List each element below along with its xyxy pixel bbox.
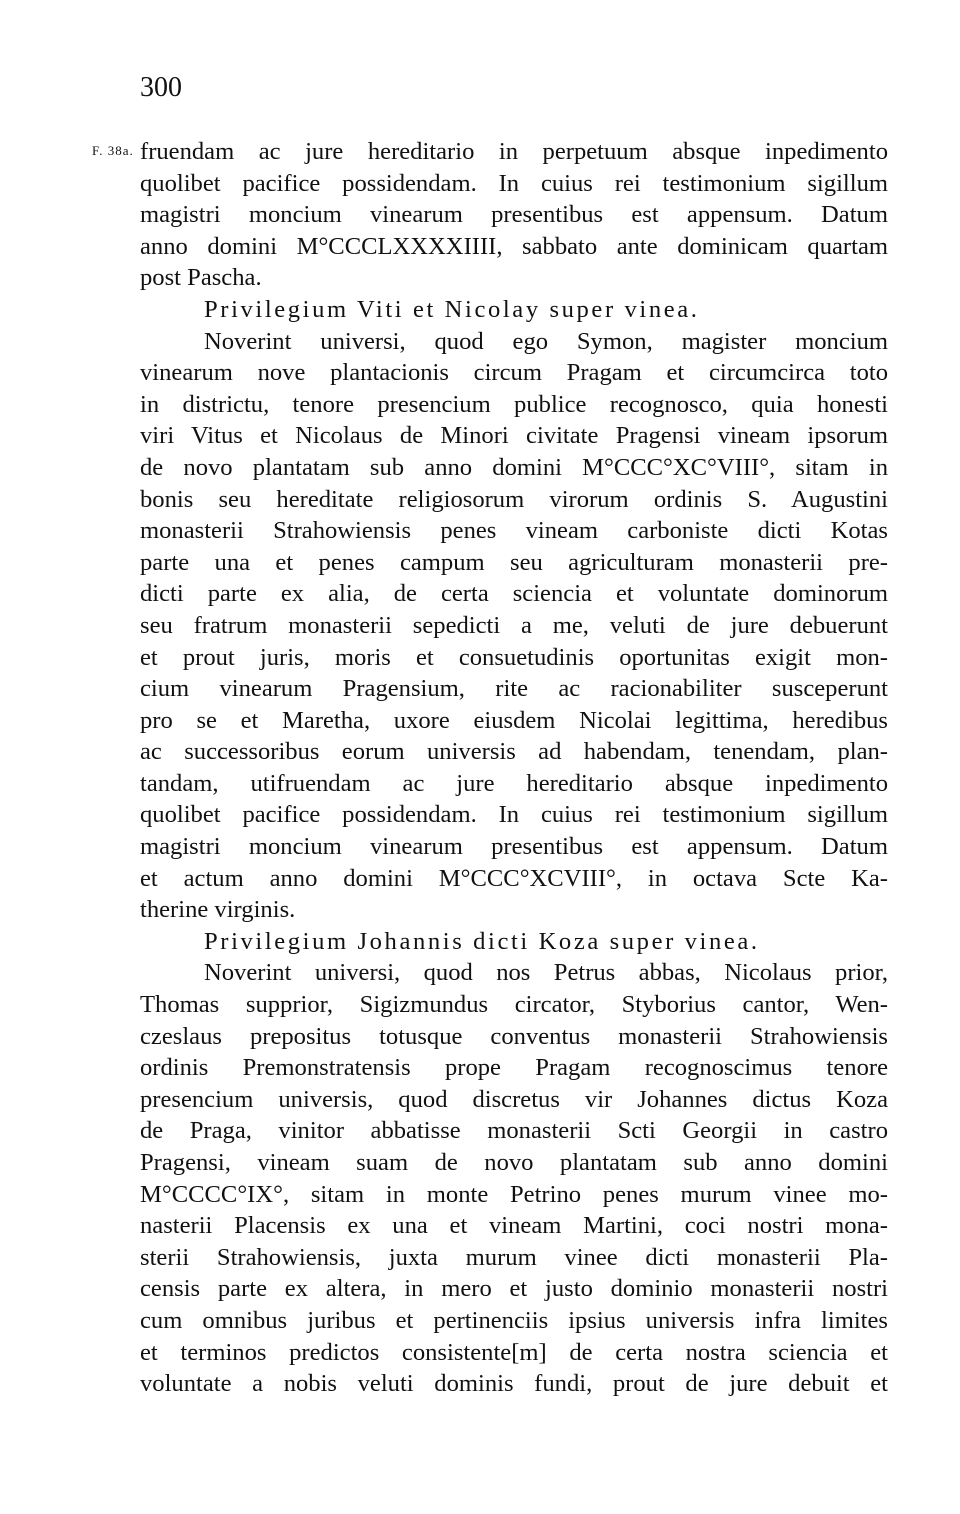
text-line: sterii Strahowiensis, juxta murum vinee dicti monasterii Pla- <box>140 1243 888 1271</box>
text-line: bonis seu hereditate religiosorum virorum ordinis S. Augustini <box>140 485 888 513</box>
text-line: presencium universis, quod discretus vir Johannes dictus Koza <box>140 1085 888 1113</box>
text-line: post Pascha. <box>140 264 262 292</box>
text-line: quolibet pacifice possidendam. In cuius rei testimonium sigillum <box>140 801 888 829</box>
text-line: pro se et Maretha, uxore eiusdem Nicolai legittima, heredibus <box>140 706 888 734</box>
text-line: therine virginis. <box>140 896 296 924</box>
text-line: et prout juris, moris et consuetudinis oportunitas exigit mon- <box>140 643 888 671</box>
text-line: de Praga, vinitor abbatisse monasterii Scti Georgii in castro <box>140 1117 888 1145</box>
document-body <box>140 136 888 1400</box>
text-line: cium vinearum Pragensium, rite ac racionabiliter susceperunt <box>140 675 888 703</box>
folio-margin-note: F. 38a. <box>92 143 134 158</box>
text-line: quolibet pacifice possidendam. In cuius rei testimonium sigillum <box>140 169 888 197</box>
text-line: dicti parte ex alia, de certa sciencia et voluntate dominorum <box>140 580 888 608</box>
text-line: censis parte ex altera, in mero et justo dominio monasterii nostri <box>140 1275 888 1303</box>
text-line: czeslaus prepositus totusque conventus monasterii Strahowiensis <box>140 1022 888 1050</box>
text-line: tandam, utifruendam ac jure hereditario absque inpedimento <box>140 769 888 797</box>
text-line: fruendam ac jure hereditario in perpetuum absque inpedimento <box>140 138 888 165</box>
text-line: ordinis Premonstratensis prope Pragam recognoscimus tenore <box>140 1054 888 1082</box>
text-line: vinearum nove plantacionis circum Pragam et circumcirca toto <box>140 359 888 387</box>
text-line: voluntate a nobis veluti dominis fundi, prout de jure debuit et <box>140 1370 888 1398</box>
text-line: in districtu, tenore presencium publice recognosco, quia honesti <box>140 390 888 418</box>
section-heading: Privilegium Johannis dicti Koza super vinea. <box>204 927 760 955</box>
text-line: et terminos predictos consistente[m] de certa nostra sciencia et <box>140 1338 888 1366</box>
text-line: Pragensi, vineam suam de novo plantatam sub anno domini <box>140 1149 888 1176</box>
text-line: ac successoribus eorum universis ad habendam, tenendam, plan- <box>140 738 888 766</box>
text-line: M°CCCC°IX°, sitam in monte Petrino penes murum vinee mo- <box>140 1180 888 1208</box>
text-line: Noverint universi, quod ego Symon, magister moncium <box>204 327 888 355</box>
text-line: monasterii Strahowiensis penes vineam carboniste dicti Kotas <box>140 517 888 545</box>
text-line: cum omnibus juribus et pertinenciis ipsius universis infra limites <box>140 1306 888 1334</box>
text-line: anno domini M°CCCLXXXXIIII, sabbato ante dominicam quartam <box>140 232 888 260</box>
text-line: Thomas supprior, Sigizmundus circator, Styborius cantor, Wen- <box>140 991 888 1019</box>
text-line: magistri moncium vinearum presentibus est appensum. Datum <box>140 833 888 861</box>
page-number: 300 <box>140 72 182 103</box>
text-line: parte una et penes campum seu agriculturam monasterii pre- <box>140 548 888 576</box>
text-line: de novo plantatam sub anno domini M°CCC°XC°VIII°, sitam in <box>140 453 888 481</box>
text-line: seu fratrum monasterii sepedicti a me, veluti de jure debuerunt <box>140 611 888 639</box>
section-heading: Privilegium Viti et Nicolay super vinea. <box>204 295 700 323</box>
text-line: nasterii Placensis ex una et vineam Martini, coci nostri mona- <box>140 1212 888 1240</box>
text-line: et actum anno domini M°CCC°XCVIII°, in octava Scte Ka- <box>140 864 888 892</box>
text-line: viri Vitus et Nicolaus de Minori civitate Pragensi vineam ipsorum <box>140 422 888 450</box>
text-line: magistri moncium vinearum presentibus est appensum. Datum <box>140 201 888 229</box>
text-line: Noverint universi, quod nos Petrus abbas, Nicolaus prior, <box>204 959 888 987</box>
